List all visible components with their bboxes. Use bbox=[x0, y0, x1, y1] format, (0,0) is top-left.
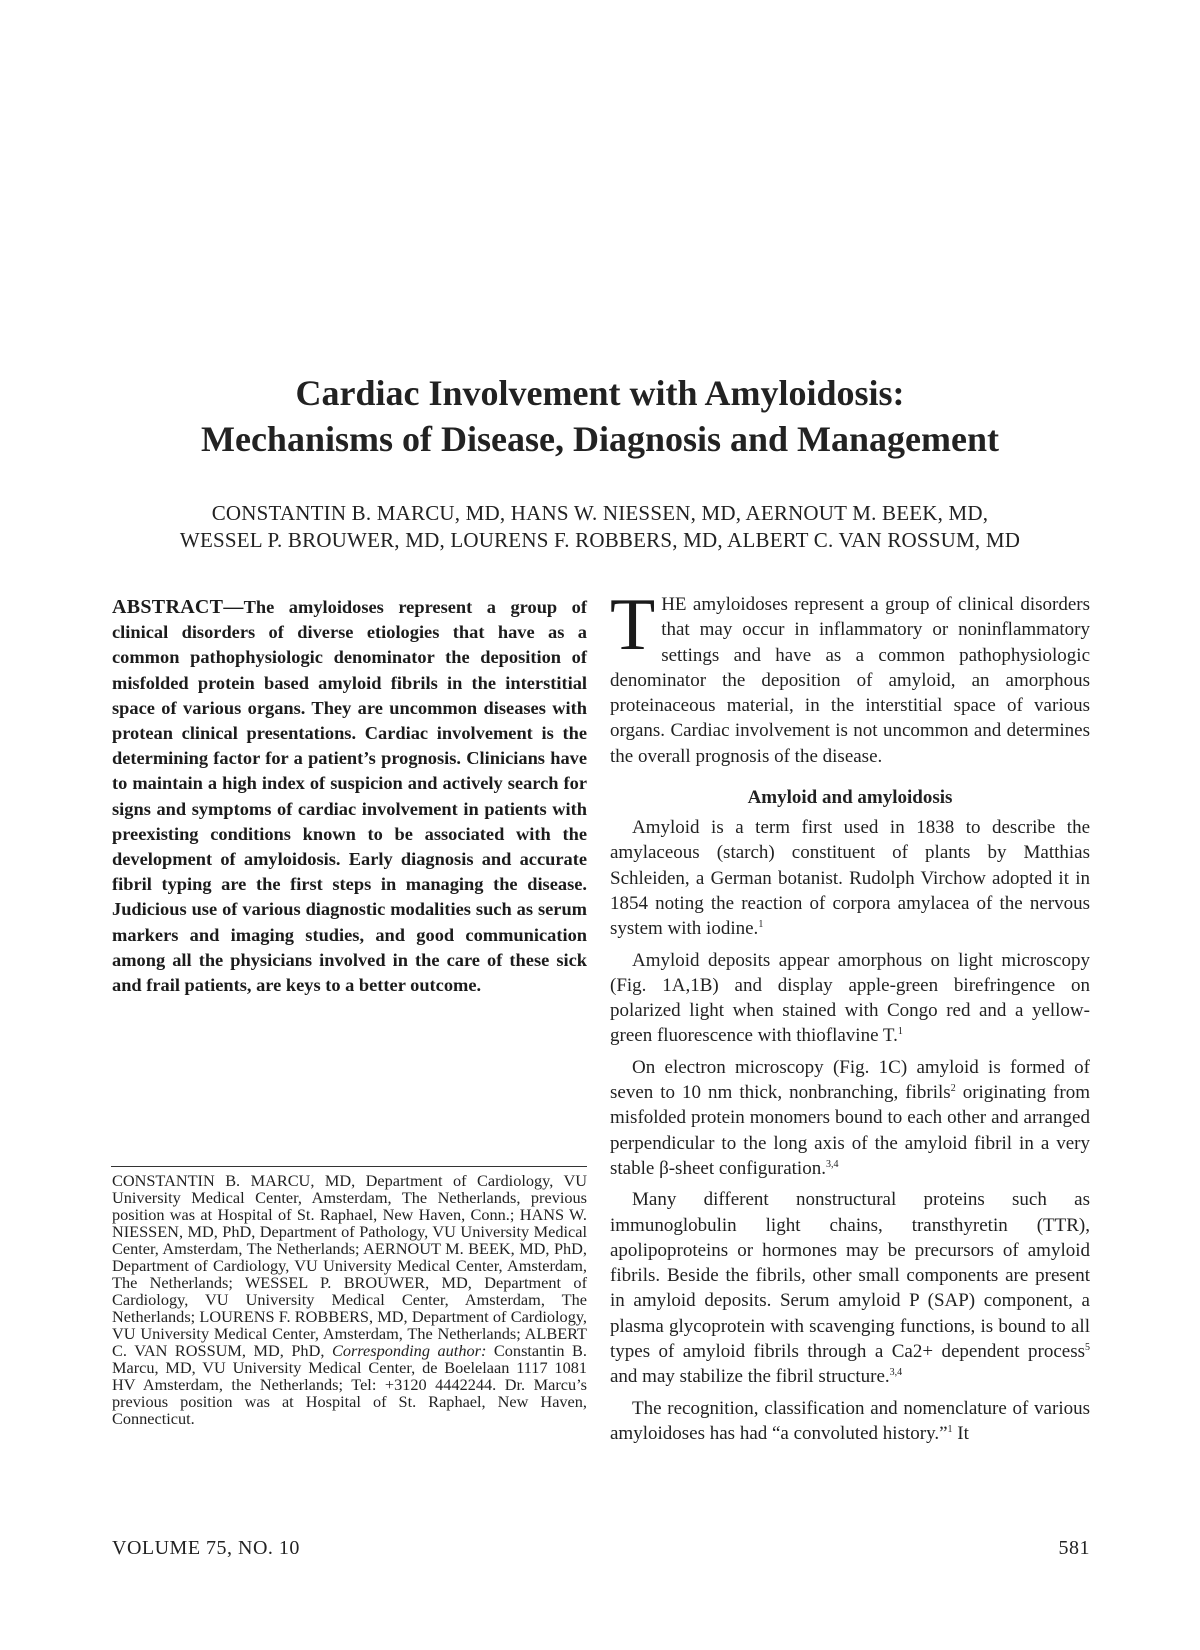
citation: 1 bbox=[897, 1026, 903, 1038]
citation: 2 bbox=[950, 1083, 956, 1095]
title-line-2: Mechanisms of Disease, Diagnosis and Management bbox=[201, 419, 999, 459]
authors-line-2: WESSEL P. BROUWER, MD, LOURENS F. ROBBERS, MD, ALBERT C. VAN ROSSUM, MD bbox=[179, 528, 1021, 552]
paragraph-1: Amyloid is a term first used in 1838 to describe the amylaceous (starch) constituent of plants by Matthias Schleiden, a German botanist. Rudolph Virchow adopted it in 1854 noting the reaction of corpora amylacea of the nervous system with iodine.$^1$ bbox=[610, 817, 1090, 940]
author-affiliations-footnote bbox=[112, 1172, 587, 1427]
footnote-main: CONSTANTIN B. MARCU, MD, Department of Cardiology, VU University Medical Center, Amsterdam, The Netherlands, previous position was at Hospital of St. Raphael, New Haven, Conn.; HANS W. NIESSEN, MD, PhD, Department of Pathology, VU University Medical Center, Amsterdam, The Netherlands; AERNOUT M. BEEK, MD, PhD, Department of Cardiology, VU University Medical Center, Amsterdam, The Netherlands; WESSEL P. BROUWER, MD, Department of Cardiology, VU University Medical Center, Amsterdam, The Netherlands; LOURENS F. ROBBERS, MD, Department of Cardiology, VU University Medical Center, Amsterdam, The Netherlands; ALBERT C. VAN ROSSUM, MD, PhD, bbox=[112, 1171, 587, 1360]
paragraph-5: The recognition, classification and nomenclature of various amyloidoses has had “a convoluted history.”$^1$ It bbox=[610, 1397, 1090, 1444]
citation: 3,4 bbox=[889, 1367, 903, 1379]
intro-text: HE amyloidoses represent a group of clinical disorders that may occur in inflammatory or noninflammatory settings and have as a common pathophysiologic denominator the deposition of amyloid, an amorphous proteinaceous material, in the interstitial space of various organs. Cardiac involvement is not uncommon and determines the overall prognosis of the disease. bbox=[610, 594, 1090, 767]
footnote-end: Constantin B. Marcu, MD, VU University Medical Center, de Boelelaan 1117 1081 HV Amsterdam, the Netherlands; Tel: +3120 4442244. Dr. Marcu’s previous position was at Hospital of St. Raphael, New Haven, Connecticut. bbox=[112, 1341, 587, 1428]
body-column bbox=[610, 584, 1090, 1452]
abstract-lead: ABSTRACT— bbox=[112, 596, 244, 618]
citation: 1 bbox=[758, 919, 764, 931]
drop-cap: T bbox=[610, 584, 656, 666]
citation: 5 bbox=[1085, 1342, 1090, 1354]
footnote-divider bbox=[111, 1166, 587, 1167]
abstract-text: The amyloidoses represent a group of clinical disorders of diverse etiologies that have as a common pathophysiologic denominator the deposition of misfolded protein based amyloid fibrils in the interstitial space of various organs. They are uncommon diseases with protean clinical presentations. Cardiac involvement is the determining factor for a patient’s prognosis. Clinicians have to maintain a high index of suspicion and actively search for signs and symptoms of cardiac involvement in patients with preexisting conditions known to be associated with the development of amyloidosis. Early diagnosis and accurate fibril typing are the first steps in managing the disease. Judicious use of various diagnostic modalities such as serum markers and imaging studies, and good communication among all the physicians involved in the care of these sick and frail patients, are keys to a better outcome. bbox=[112, 597, 587, 996]
citation: 3,4 bbox=[825, 1158, 839, 1170]
page-footer bbox=[112, 1537, 1090, 1560]
author-list bbox=[100, 500, 1100, 554]
corresponding-author-label: Corresponding author: bbox=[331, 1341, 487, 1360]
citation: 1 bbox=[947, 1423, 953, 1435]
section-heading: Amyloid and amyloidosis bbox=[747, 787, 953, 809]
authors-line-1: CONSTANTIN B. MARCU, MD, HANS W. NIESSEN, MD, AERNOUT M. BEEK, MD, bbox=[211, 501, 989, 525]
title-line-1: Cardiac Involvement with Amyloidosis: bbox=[295, 373, 905, 413]
intro-paragraph bbox=[610, 584, 1090, 769]
article-title bbox=[100, 370, 1100, 462]
paragraph-3: On electron microscopy (Fig. 1C) amyloid is formed of seven to 10 nm thick, nonbranching, fibrils$^2$ originating from misfolded protein monomers bound to each other and arranged perpendicular to the long axis of the amyloid fibril in a very stable β-sheet configuration.$^{3,4}$ bbox=[610, 1056, 1090, 1179]
paragraph-4: Many different nonstructural proteins such as immunoglobulin light chains, transthyretin (TTR), apolipoproteins or hormones may be precursors of amyloid fibrils. Beside the fibrils, other small components are present in amyloid deposits. Serum amyloid P (SAP) component, a plasma glycoprotein with scavenging functions, is bound to all types of amyloid fibrils through a Ca2+ dependent process$^5$ and may stabilize the fibril structure.$^{3,4}$ bbox=[610, 1189, 1090, 1388]
paragraph-2: Amyloid deposits appear amorphous on light microscopy (Fig. 1A,1B) and display apple-green birefringence on polarized light when stained with Congo red and a yellow-green fluorescence with thioflavine T.$^1$ bbox=[610, 949, 1090, 1047]
volume-label: VOLUME 75, NO. 10 bbox=[112, 1537, 300, 1559]
page-number: 581 bbox=[1058, 1537, 1090, 1559]
abstract bbox=[112, 595, 587, 998]
